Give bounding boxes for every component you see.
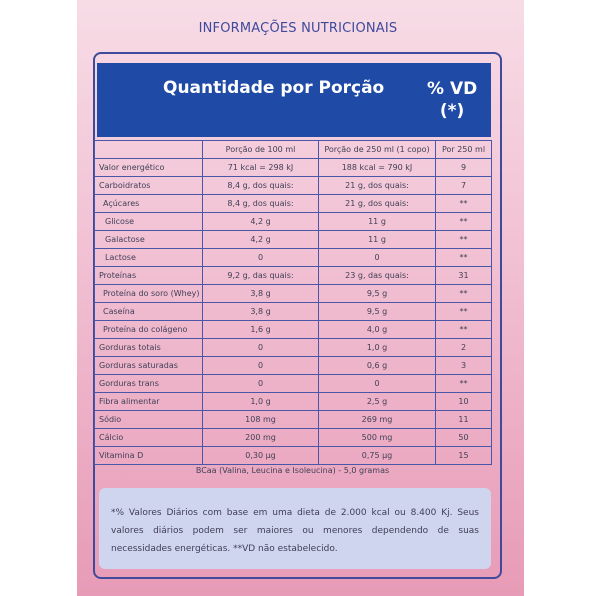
daily-value-asterisk: (*) bbox=[439, 101, 465, 121]
nutrient-name: Glicose bbox=[95, 213, 203, 231]
daily-value: 15 bbox=[436, 447, 492, 465]
nutrient-name: Proteínas bbox=[95, 267, 203, 285]
value-100ml: 0 bbox=[203, 249, 319, 267]
column-header-250ml: Porção de 250 ml (1 copo) bbox=[319, 141, 436, 159]
value-100ml: 200 mg bbox=[203, 429, 319, 447]
nutrient-name: Galactose bbox=[95, 231, 203, 249]
daily-value: ** bbox=[436, 231, 492, 249]
daily-value: 7 bbox=[436, 177, 492, 195]
nutrient-name: Gorduras saturadas bbox=[95, 357, 203, 375]
value-100ml: 8,4 g, dos quais: bbox=[203, 177, 319, 195]
page-title: INFORMAÇÕES NUTRICIONAIS bbox=[198, 21, 398, 36]
value-250ml: 0 bbox=[319, 249, 436, 267]
daily-value: ** bbox=[436, 195, 492, 213]
value-100ml: 3,8 g bbox=[203, 303, 319, 321]
nutrient-name: Cálcio bbox=[95, 429, 203, 447]
daily-value: ** bbox=[436, 321, 492, 339]
value-100ml: 71 kcal = 298 kJ bbox=[203, 159, 319, 177]
value-100ml: 9,2 g, das quais: bbox=[203, 267, 319, 285]
table-row bbox=[95, 375, 492, 393]
value-250ml: 2,5 g bbox=[319, 393, 436, 411]
value-250ml: 9,5 g bbox=[319, 303, 436, 321]
nutrient-name: Caseína bbox=[95, 303, 203, 321]
value-250ml: 0,75 µg bbox=[319, 447, 436, 465]
daily-value: 31 bbox=[436, 267, 492, 285]
table-row bbox=[95, 303, 492, 321]
daily-value-heading bbox=[427, 78, 477, 122]
daily-value: 2 bbox=[436, 339, 492, 357]
table-header-banner bbox=[97, 63, 491, 137]
value-100ml: 8,4 g, dos quais: bbox=[203, 195, 319, 213]
value-250ml: 269 mg bbox=[319, 411, 436, 429]
value-100ml: 3,8 g bbox=[203, 285, 319, 303]
table-row bbox=[95, 411, 492, 429]
nutrient-name: Fibra alimentar bbox=[95, 393, 203, 411]
daily-value: 3 bbox=[436, 357, 492, 375]
daily-value: ** bbox=[436, 285, 492, 303]
value-250ml: 23 g, das quais: bbox=[319, 267, 436, 285]
table-header-row bbox=[95, 141, 492, 159]
table-row bbox=[95, 159, 492, 177]
serving-quantity-heading: Quantidade por Porção bbox=[163, 78, 385, 98]
column-header-vd: Por 250 ml bbox=[436, 141, 492, 159]
value-100ml: 0 bbox=[203, 339, 319, 357]
nutrient-name: Gorduras trans bbox=[95, 375, 203, 393]
table-row bbox=[95, 321, 492, 339]
column-header-100ml: Porção de 100 ml bbox=[203, 141, 319, 159]
value-250ml: 21 g, dos quais: bbox=[319, 177, 436, 195]
table-row bbox=[95, 267, 492, 285]
value-250ml: 9,5 g bbox=[319, 285, 436, 303]
nutrient-name: Vitamina D bbox=[95, 447, 203, 465]
value-250ml: 11 g bbox=[319, 231, 436, 249]
nutrient-name: Proteína do soro (Whey) bbox=[95, 285, 203, 303]
value-100ml: 0 bbox=[203, 357, 319, 375]
nutrient-name: Valor energético bbox=[95, 159, 203, 177]
daily-value: 11 bbox=[436, 411, 492, 429]
nutrient-name: Proteína do colágeno bbox=[95, 321, 203, 339]
nutrient-name: Sódio bbox=[95, 411, 203, 429]
value-250ml: 1,0 g bbox=[319, 339, 436, 357]
daily-value: ** bbox=[436, 213, 492, 231]
value-100ml: 1,6 g bbox=[203, 321, 319, 339]
table-row bbox=[95, 285, 492, 303]
table-row bbox=[95, 213, 492, 231]
table-row bbox=[95, 447, 492, 465]
value-100ml: 4,2 g bbox=[203, 213, 319, 231]
daily-value: ** bbox=[436, 303, 492, 321]
table-row bbox=[95, 357, 492, 375]
value-100ml: 1,0 g bbox=[203, 393, 319, 411]
footnote-box: *% Valores Diários com base em uma dieta de 2.000 kcal ou 8.400 Kj. Seus valores diários podem ser maiores ou menores dependendo de suas necessidades energéticas. **VD não estabelecido. bbox=[99, 488, 491, 569]
daily-value: 9 bbox=[436, 159, 492, 177]
value-100ml: 4,2 g bbox=[203, 231, 319, 249]
table-row bbox=[95, 177, 492, 195]
nutrition-table bbox=[94, 140, 492, 465]
value-250ml: 4,0 g bbox=[319, 321, 436, 339]
nutrient-name: Gorduras totais bbox=[95, 339, 203, 357]
daily-value-label: % VD bbox=[427, 79, 478, 99]
value-250ml: 21 g, dos quais: bbox=[319, 195, 436, 213]
daily-value: ** bbox=[436, 375, 492, 393]
value-250ml: 11 g bbox=[319, 213, 436, 231]
nutrient-name: Carboidratos bbox=[95, 177, 203, 195]
bcaa-note: BCaa (Valina, Leucina e Isoleucina) - 5,0 gramas bbox=[195, 466, 390, 475]
nutrient-name: Açúcares bbox=[95, 195, 203, 213]
table-row bbox=[95, 429, 492, 447]
table-row bbox=[95, 195, 492, 213]
daily-value: 10 bbox=[436, 393, 492, 411]
value-100ml: 0,30 µg bbox=[203, 447, 319, 465]
column-header-nutrient bbox=[95, 141, 203, 159]
nutrient-name: Lactose bbox=[95, 249, 203, 267]
table-row bbox=[95, 249, 492, 267]
table-row bbox=[95, 339, 492, 357]
value-250ml: 500 mg bbox=[319, 429, 436, 447]
daily-value: 50 bbox=[436, 429, 492, 447]
value-100ml: 108 mg bbox=[203, 411, 319, 429]
value-250ml: 0 bbox=[319, 375, 436, 393]
daily-value: ** bbox=[436, 249, 492, 267]
table-row bbox=[95, 393, 492, 411]
value-250ml: 0,6 g bbox=[319, 357, 436, 375]
value-250ml: 188 kcal = 790 kJ bbox=[319, 159, 436, 177]
table-row bbox=[95, 231, 492, 249]
value-100ml: 0 bbox=[203, 375, 319, 393]
